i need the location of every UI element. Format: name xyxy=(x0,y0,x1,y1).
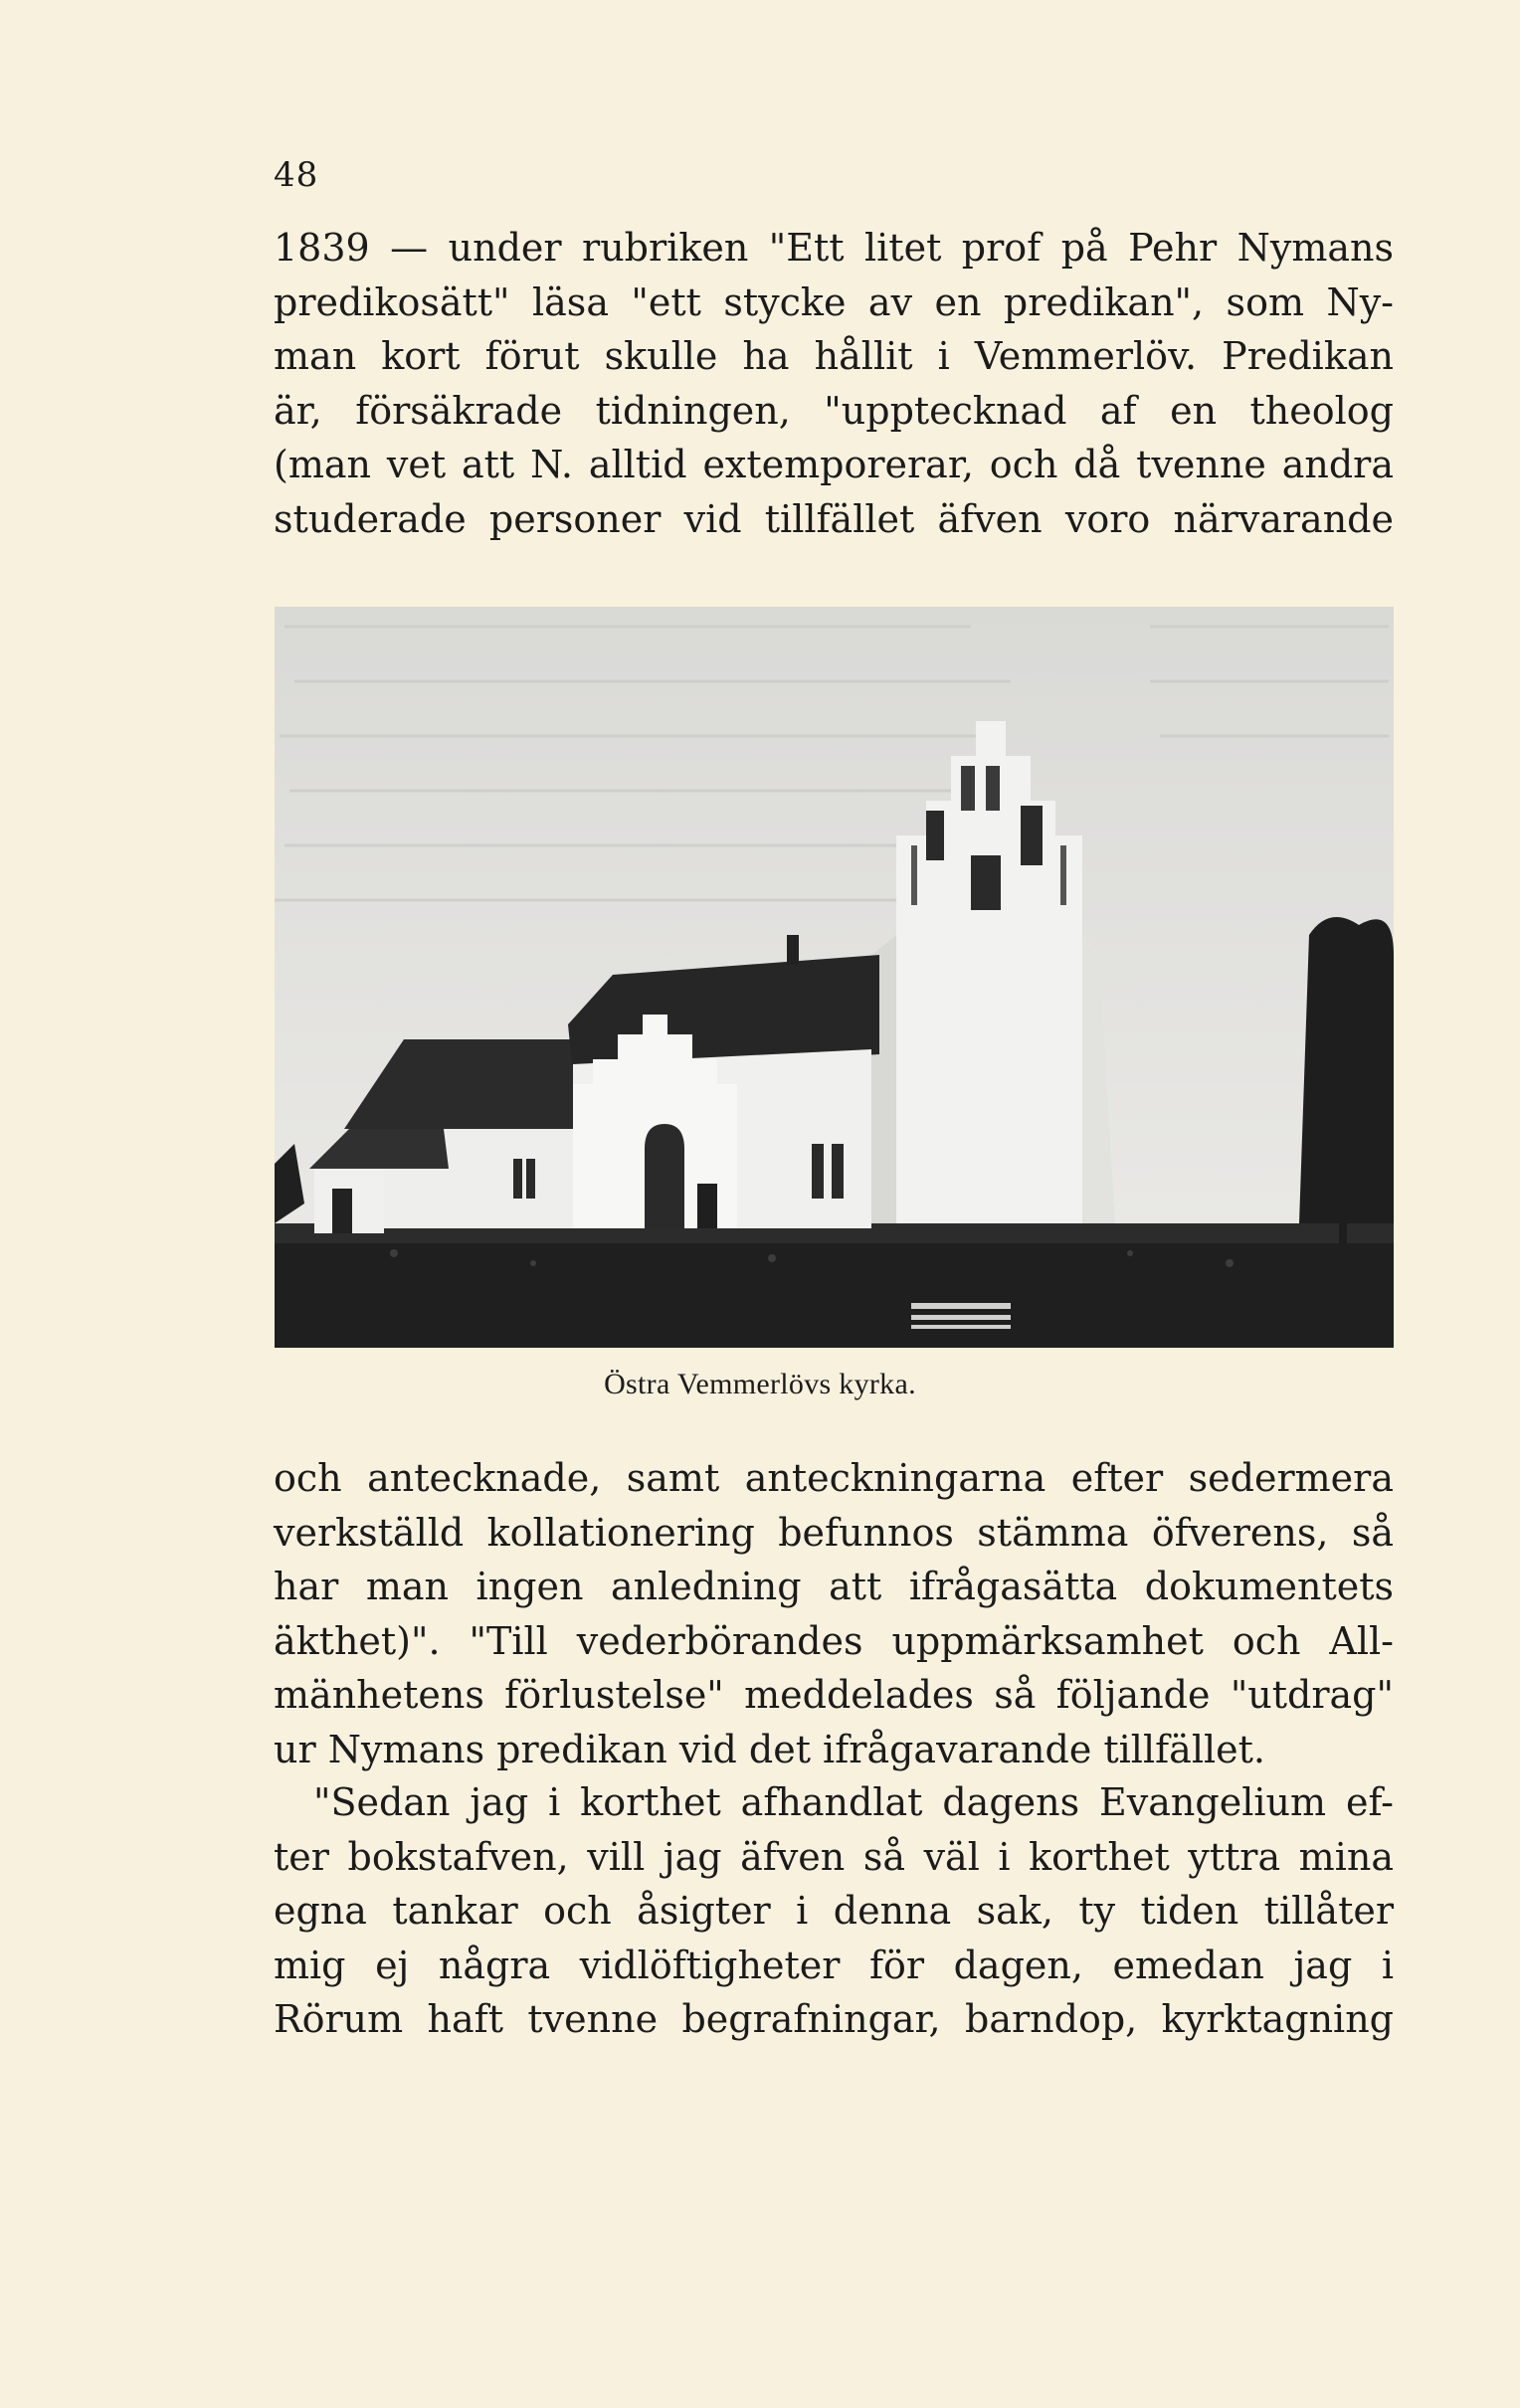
text-line: är, försäkrade tidningen, "upptecknad af en theolog xyxy=(274,388,1394,433)
text-line: äkthet)". "Till vederbörandes uppmärksamhet och All- xyxy=(274,1618,1394,1663)
text-line: studerade personer vid tillfället äfven voro närvarande xyxy=(274,496,1394,541)
text-line: (man vet att N. alltid extemporerar, och då tvenne andra xyxy=(274,443,1394,486)
paragraph-1 xyxy=(274,221,1394,546)
text-line: ur Nymans predikan vid det ifrågavarande tillfället. xyxy=(274,1727,1265,1771)
church-illustration xyxy=(275,607,1394,1348)
text-line: man kort förut skulle ha hållit i Vemmerlöv. Predikan xyxy=(274,334,1394,378)
text-line: och antecknade, samt anteckningarna efter sedermera xyxy=(274,1456,1394,1500)
text-line: har man ingen anledning att ifrågasätta dokumentets xyxy=(274,1565,1394,1608)
text-line: "Sedan jag i korthet afhandlat dagens Evangelium ef- xyxy=(313,1780,1394,1824)
text-line: verkställd kollationering befunnos stämma öfverens, så xyxy=(274,1510,1394,1555)
text-line: mänhetens förlustelse" meddelades så följande "utdrag" xyxy=(274,1673,1394,1717)
text-line: mig ej några vidlöftigheter för dagen, emedan jag i xyxy=(274,1943,1394,1987)
text-line: egna tankar och åsigter i denna sak, ty tiden tillåter xyxy=(274,1889,1394,1933)
text-line: predikosätt" läsa "ett stycke av en predikan", som Ny- xyxy=(274,279,1394,324)
text-line: 1839 — under rubriken "Ett litet prof på Pehr Nymans xyxy=(274,226,1394,270)
text-line: ter bokstafven, vill jag äfven så väl i korthet yttra mina xyxy=(274,1834,1394,1879)
page-number: 48 xyxy=(274,155,319,195)
paragraph-2 xyxy=(274,1451,1394,1776)
paragraph-3 xyxy=(274,1775,1394,2047)
text-line: Rörum haft tvenne begrafningar, barndop, kyrktagning xyxy=(274,1997,1394,2041)
figure-caption: Östra Vemmerlövs kyrka. xyxy=(604,1368,916,1400)
church-photograph xyxy=(275,607,1394,1348)
